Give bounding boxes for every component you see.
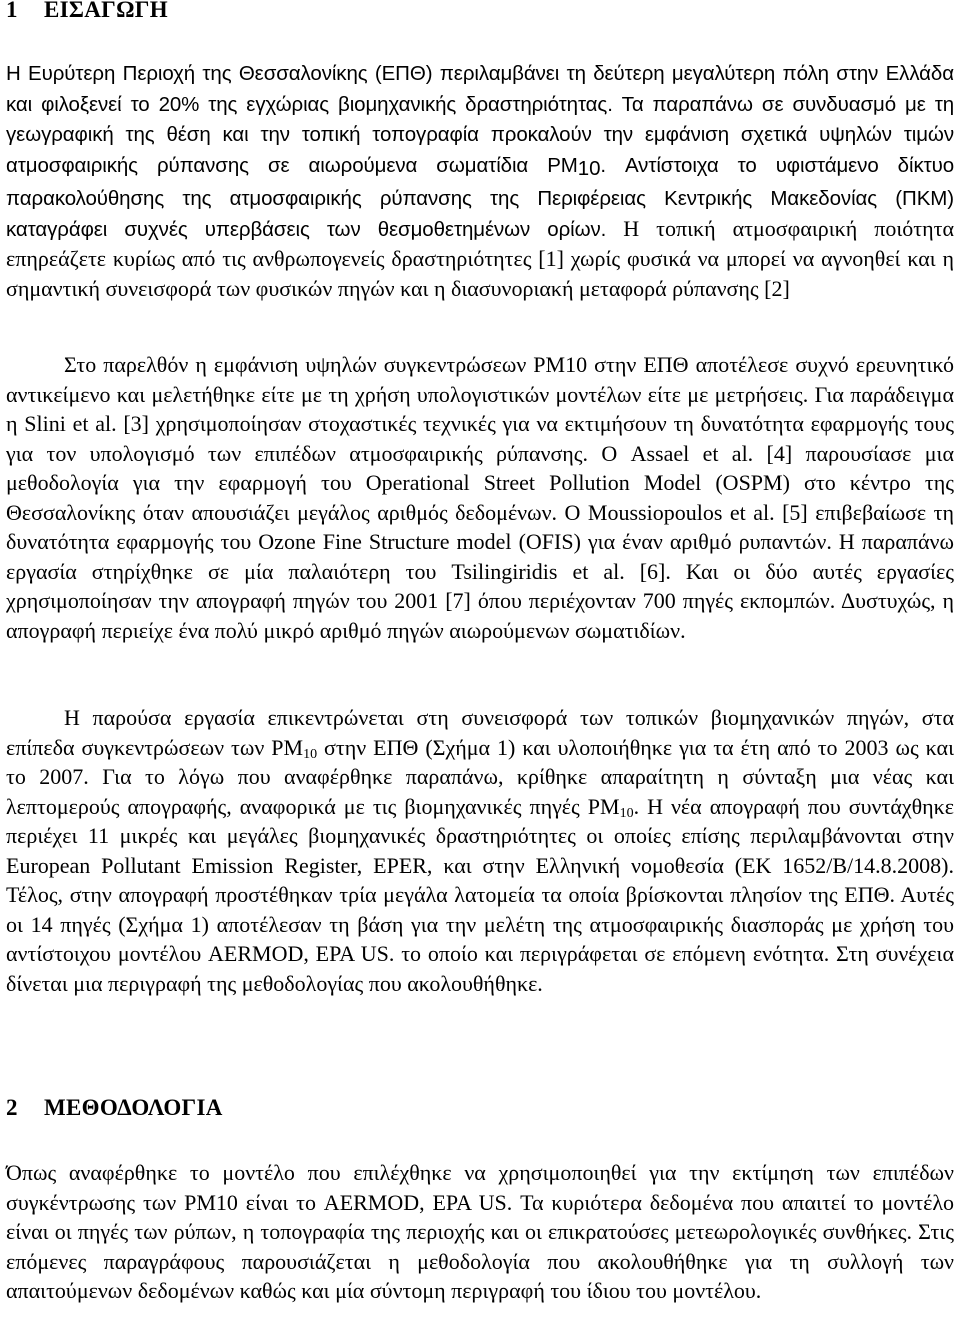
section-number: 1 [6, 0, 18, 22]
subscript: 10 [619, 805, 634, 821]
paragraph-introduction [6, 58, 954, 303]
subscript: 10 [303, 746, 318, 762]
section-title: ΜΕΘΟΔΟΛΟΓΙΑ [44, 1095, 223, 1120]
paragraph-sentence: Τα παραπάνω σε συνδυασμό με τη γεωγραφική της θέση και την τοπική τοπογραφία προκαλούν την εμφάνιση σχετικά υψηλών τιμών ατμοσφαιρικής ρύπανσης σε αιωρούμενα σωματίδια PM [6, 92, 954, 177]
paragraph-sentence: . Η νέα απογραφή που συντάχθηκε περιέχει 11 μικρές και μεγάλες βιομηχανικές δραστηριότητες οι οποίες επίσης περιλαμβάνονται στην European Pollutant Emission Register, EPER, και στην Ελληνική νομοθεσία (ΕΚ 1652/Β/14.8.2008). Τέλος, στην απογραφή προστέθηκαν τρία μεγάλα λατομεία τα οποία βρίσκονται πλησίον της ΕΠΘ. Αυτές οι 14 πηγές (Σχήμα 1) αποτέλεσαν τη βάση για την μελέτη της ατμοσφαιρικής διασποράς με χρήση του αντίστοιχου μοντέλου AERMOD, EPA US. το οποίο και περιγράφεται σε επόμενη ενότητα. Στη συνέχεια δίνεται μια περιγραφή της μεθοδολογίας που ακολουθήθηκε. [6, 793, 954, 996]
section-heading-methodology [6, 1096, 223, 1120]
paragraph-present-work [6, 703, 954, 998]
paragraph-sentence: . Αντίστοιχα το υφιστάμενο δίκτυο παρακολούθησης της ατμοσφαιρικής ρύπανσης της Περιφέρειας Κεντρικής Μακεδονίας (ΠΚΜ) καταγράφει συχνές υπερβάσεις των θεσμοθετημένων ορίων. [6, 153, 955, 241]
paragraph-sentence: Η τοπική ατμοσφαιρική ποιότητα επηρεάζετε κυρίως από τις ανθρωπογενείς δραστηριότητες [1] χωρίς φυσικά να μπορεί να αγνοηθεί και η σημαντική συνεισφορά των φυσικών πηγών και η διασυνοριακή μεταφορά ρύπανσης [2] [6, 215, 954, 301]
paragraph-sentence: Η παρούσα εργασία επικεντρώνεται στη συνεισφορά των τοπικών βιομηχανικών πηγών, στα επίπεδα συγκεντρώσεων των PM [6, 705, 954, 760]
subscript: 10 [577, 156, 601, 180]
section-heading-introduction [6, 0, 168, 22]
section-title: ΕΙΣΑΓΩΓΗ [44, 0, 168, 22]
paragraph-sentence: στην ΕΠΘ (Σχήμα 1) και υλοποιήθηκε για τα έτη από το 2003 ως και το 2007. Για το λόγω που αναφέρθηκε παραπάνω, κρίθηκε απαραίτητη η σύνταξη μια νέας και λεπτομερούς απογραφής, αναφορικά με τις βιομηχανικές πηγές PM [6, 734, 954, 819]
section-number: 2 [6, 1095, 18, 1120]
paragraph-sentence: Η Ευρύτερη Περιοχή της Θεσσαλονίκης (ΕΠΘ) περιλαμβάνει τη δεύτερη μεγαλύτερη πόλη στην Ελλάδα και φιλοξενεί το 20% της εγχώριας βιομηχανικής δραστηριότητας. [6, 62, 954, 116]
paragraph-previous-studies: Στο παρελθόν η εμφάνιση υψηλών συγκεντρώσεων PM10 στην ΕΠΘ αποτέλεσε συχνό ερευνητικό αντικείμενο και μελετήθηκε είτε με τη χρήση υπολογιστικών μοντέλων είτε με μετρήσεις. Για παράδειγμα η Slini et al. [3] χρησιμοποίησαν στοχαστικές τεχνικές για να εκτιμήσουν τη δυνατότητα εφαρμογής τους για τον υπολογισμό των επιπέδων ατμοσφαιρικής ρύπανσης. Ο Assael et al. [4] παρουσίασε μια μεθοδολογία για την εφαρμογή του Operational Street Pollution Model (OSPM) στο κέντρο της Θεσσαλονίκης όταν απουσιάζει μεγάλος αριθμός δεδομένων. Ο Moussiopoulos et al. [5] επιβεβαίωσε τη δυνατότητα εφαρμογής του Ozone Fine Structure model (OFIS) για έναν αριθμό ρυπαντών. Η παραπάνω εργασία στηρίχθηκε σε μία παλαιότερη του Tsilingiridis et al. [6]. Και οι δύο αυτές εργασίες χρησιμοποίησαν την απογραφή πηγών του 2001 [7] όπου περιέχονταν 700 πηγές εκπομπών. Δυστυχώς, η απογραφή περιείχε ένα πολύ μικρό αριθμό πηγών αιωρούμενων σωματιδίων. [6, 352, 954, 643]
paragraph-methodology: Όπως αναφέρθηκε το μοντέλο που επιλέχθηκε να χρησιμοποιηθεί για την εκτίμηση των επιπέδων συγκέντρωσης των PM10 είναι το AERMOD, EPA US. Τα κυριότερα δεδομένα που απαιτεί το μοντέλο είναι οι πηγές των ρύπων, η τοπογραφία της περιοχής και οι επικρατούσες μετεωρολογικές συνθήκες. Στις επόμενες παραγράφους παρουσιάζεται η μεθοδολογία που ακολουθήθηκε για τη συλλογή των απαιτούμενων δεδομένων καθώς και μία σύντομη περιγραφή του ίδιου του μοντέλου. [6, 1160, 954, 1303]
